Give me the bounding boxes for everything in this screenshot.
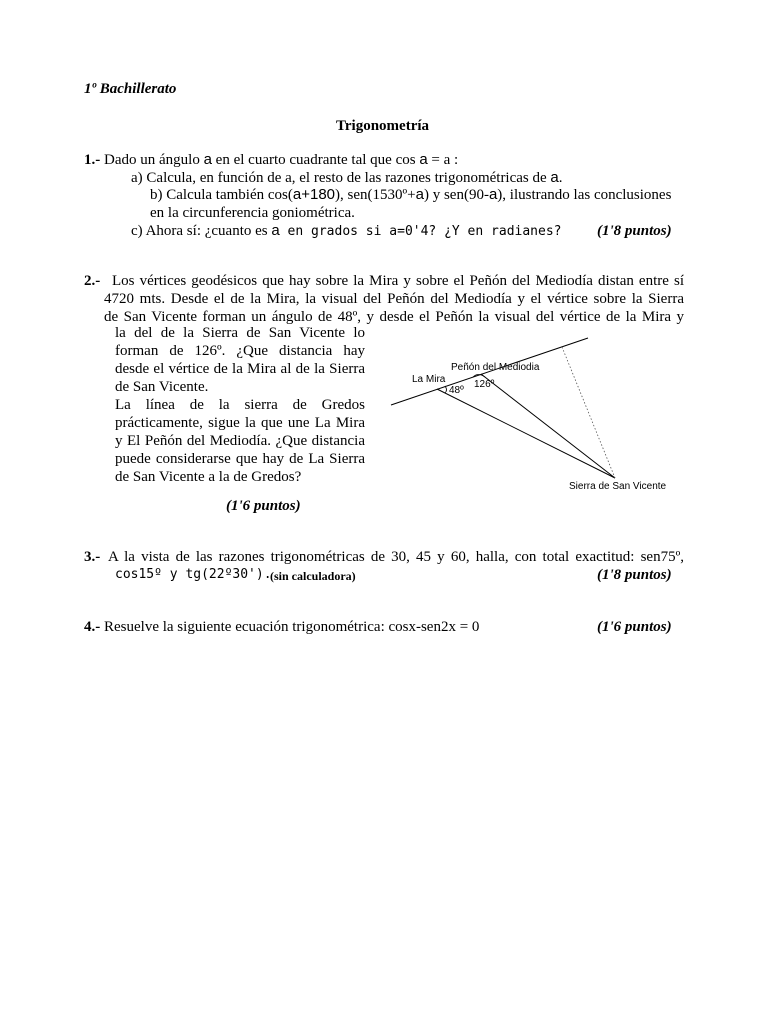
question-2-narrow-column [115,324,365,486]
q1b-t1: b) Calcula también cos( [150,187,293,203]
question-3-line-1-wrap [108,548,684,566]
question-3-line-1: A la vista de las razones trigonométricas de 30, 45 y 60, halla, con total exactitud: sen75º, [108,549,684,565]
q2-line-2: 4720 mts. Desde el de la Mira, la visual del Peñón del Mediodía y el vértice sobre la Sierra [104,291,684,307]
q2-narrow-3: desde el vértice de la Mira al de la Sierra [115,361,365,377]
q1c-t1: c) Ahora sí: ¿cuanto es [131,223,272,239]
q1-alpha-symbol: a [203,151,212,168]
question-2-paragraph-top [112,272,684,290]
label-penon: Peñón del Mediodia [451,362,540,373]
question-2-points: (1'6 puntos) [226,498,301,514]
q1a-text: a) Calcula, en función de a, el resto de las razones trigonométricas de [131,170,551,186]
question-4-text: Resuelve la siguiente ecuación trigonométrica: cosx-sen2x = 0 [104,619,480,635]
label-mira: La Mira [412,374,446,385]
q1b-t6: a [488,186,498,203]
q1b-t5: ) y sen(90- [423,187,489,203]
question-1-part-c [131,222,561,241]
penon-sierra-line [481,374,615,478]
question-2-paragraph-mid [104,290,684,326]
label-48: 48º [449,385,464,396]
question-1-part-a [131,169,563,187]
question-3-number: 3.- [84,549,101,565]
mira-sierra-line [437,389,615,478]
q2-narrow-1: la del de la Sierra de San Vicente lo [115,325,365,341]
question-4-points: (1'6 puntos) [597,619,672,635]
q1-intro-c: = a : [427,152,459,168]
q2-line-1: Los vértices geodésicos que hay sobre la Mira y sobre el Peñón del Mediodía distan entre sí [112,273,684,289]
q1a-end: . [558,170,563,186]
question-3-note: (sin calculadora) [270,569,356,583]
q2-narrow-4: de San Vicente. [115,379,209,395]
q1-alpha-symbol-2: a [419,151,428,168]
q2-narrow-9: de San Vicente a la de Gredos? [115,469,302,485]
q2-narrow-5: La línea de la sierra de Gredos [115,397,365,413]
dotted-line [562,347,615,478]
question-3-line-2: cos15º y tg(22º30'). [115,567,272,582]
question-4-stem [84,618,479,636]
question-1-stem [84,151,458,169]
q2-narrow-7: y El Peñón del Mediodía. ¿Que distancia [115,433,365,449]
q1c-t2: en grados si a=0'4? ¿Y en radianes? [279,224,562,239]
question-1-number: 1.- [84,152,101,168]
course-label: 1º Bachillerato [84,81,177,97]
q2-narrow-8: puede considerarse que hay de La Sierra [115,451,365,467]
triangulation-diagram [385,330,685,500]
q1b-t4: a [415,186,424,203]
question-1-points: (1'8 puntos) [597,223,672,239]
label-126: 126º [474,379,495,390]
q1b-t7: ), ilustrando las conclusiones [497,187,672,203]
label-sierra: Sierra de San Vicente [569,481,667,492]
q1-intro: Dado un ángulo [104,152,204,168]
q2-narrow-2: forman de 126º. ¿Que distancia hay [115,343,365,359]
q1-intro-b: en el cuarto cuadrante tal que cos [211,152,420,168]
q1a-alpha: a [550,169,559,186]
question-1-part-b-line2: en la circunferencia goniométrica. [150,205,355,221]
question-4-number: 4.- [84,619,101,635]
q1b-t3: ), sen(1530º+ [335,187,416,203]
question-2-number: 2.- [84,273,101,289]
page-title: Trigonometría [336,118,430,134]
q2-line-3: de San Vicente forman un ángulo de 48º, y desde el Peñón la visual del vértice de la Mira y [104,309,684,325]
q1b-t2: a+180 [292,186,336,203]
question-3-points: (1'8 puntos) [597,567,672,583]
q1c-alpha: a [271,222,280,239]
question-1-part-b [150,186,671,204]
q2-narrow-6: prácticamente, sigue la que une La Mira [115,415,365,431]
